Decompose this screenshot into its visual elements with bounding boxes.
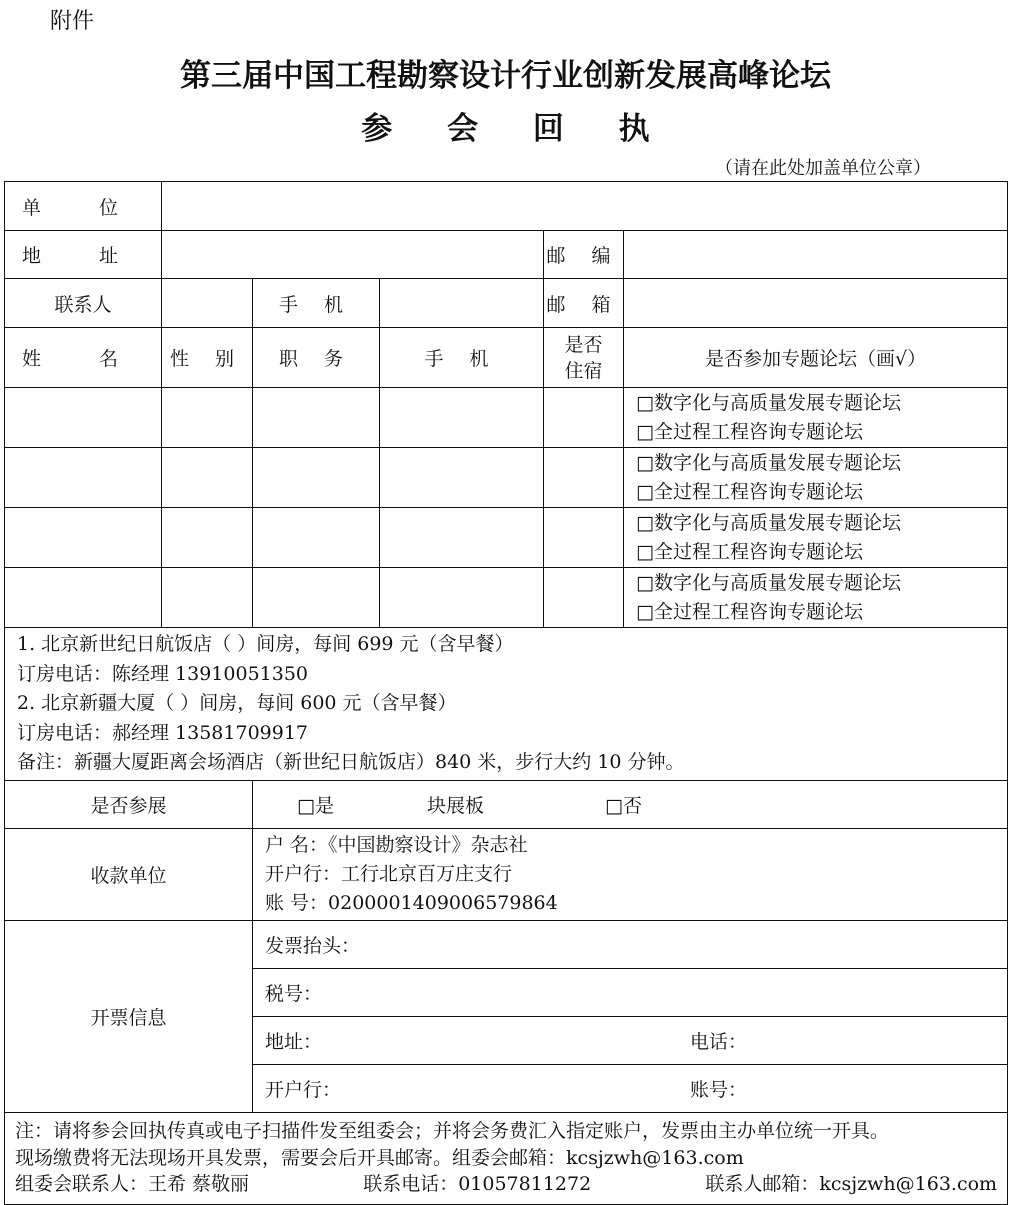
note-line-3 [15, 1171, 997, 1198]
annex-label: 附件 [50, 9, 95, 34]
forum-options [624, 448, 1008, 508]
exhibition-options [253, 780, 1008, 828]
contact-field[interactable] [162, 279, 253, 328]
address-label: 地 址 [5, 231, 162, 279]
hotel-line-4: 订房电话：郝经理 13581709917 [17, 721, 309, 744]
unit-field[interactable] [162, 182, 1008, 231]
forum-option-digital[interactable]: □数字化与高质量发展专题论坛 [636, 391, 901, 414]
forum-option-digital[interactable]: □数字化与高质量发展专题论坛 [636, 511, 901, 534]
postcode-label: 邮 编 [544, 231, 624, 279]
attendee-mobile-field[interactable] [380, 388, 544, 448]
attendee-lodging-field[interactable] [544, 388, 624, 448]
invoice-phone-field[interactable]: 电话： [690, 1030, 748, 1053]
attendee-gender-field[interactable] [162, 508, 253, 568]
invoice-bank-row [253, 1064, 1008, 1112]
registration-form [4, 181, 1008, 1205]
email-label: 邮 箱 [544, 279, 624, 328]
invoice-bank-field[interactable]: 开户行： [265, 1078, 342, 1101]
note-phone: 联系电话：01057811272 [363, 1173, 592, 1196]
attendee-row [5, 568, 1008, 628]
address-field[interactable] [162, 231, 544, 279]
forum-option-consulting[interactable]: □全过程工程咨询专题论坛 [636, 480, 863, 503]
attendee-gender-field[interactable] [162, 568, 253, 628]
invoice-header-field[interactable]: 发票抬头： [253, 920, 1008, 968]
attendee-gender-field[interactable] [162, 388, 253, 448]
invoice-tax-field[interactable]: 税号： [253, 968, 1008, 1016]
payee-account: 账 号：0200001409006579864 [265, 891, 558, 914]
col-mobile: 手 机 [380, 328, 544, 388]
forum-option-consulting[interactable]: □全过程工程咨询专题论坛 [636, 420, 863, 443]
col-position: 职 务 [253, 328, 380, 388]
contact-mobile-label: 手 机 [253, 279, 380, 328]
invoice-address-row [253, 1016, 1008, 1064]
exhibition-board-label: 块展板 [427, 794, 485, 817]
forum-option-consulting[interactable]: □全过程工程咨询专题论坛 [636, 540, 863, 563]
unit-label: 单 位 [5, 182, 162, 231]
attendee-position-field[interactable] [253, 448, 380, 508]
stamp-note: （请在此处加盖单位公章） [715, 158, 931, 179]
attendee-row [5, 448, 1008, 508]
exhibition-no-checkbox[interactable]: □否 [605, 794, 642, 817]
page-title: 第三届中国工程勘察设计行业创新发展高峰论坛 [180, 58, 831, 94]
hotel-line-3: 2. 北京新疆大厦（ ）间房，每间 600 元（含早餐） [17, 692, 457, 714]
forum-options [624, 508, 1008, 568]
note-line-1: 注：请将参会回执传真或电子扫描件发至组委会；并将会务费汇入指定账户，发票由主办单位统一开具。 [15, 1120, 890, 1143]
forum-option-digital[interactable]: □数字化与高质量发展专题论坛 [636, 451, 901, 474]
attendee-name-field[interactable] [5, 568, 162, 628]
attendee-gender-field[interactable] [162, 448, 253, 508]
note-line-2: 现场缴费将无法现场开具发票，需要会后开具邮寄。组委会邮箱：kcsjzwh@163.com [15, 1146, 744, 1169]
invoice-account-field[interactable]: 账号： [690, 1078, 748, 1101]
exhibition-label: 是否参展 [5, 780, 253, 828]
attendee-name-field[interactable] [5, 388, 162, 448]
note-block [5, 1112, 1008, 1204]
hotel-line-5: 备注：新疆大厦距离会场酒店（新世纪日航饭店）840 米，步行大约 10 分钟。 [17, 751, 685, 773]
contact-label: 联系人 [5, 279, 162, 328]
col-name: 姓 名 [5, 328, 162, 388]
forum-option-digital[interactable]: □数字化与高质量发展专题论坛 [636, 571, 901, 594]
invoice-address-field[interactable]: 地址： [265, 1030, 323, 1053]
attendee-position-field[interactable] [253, 388, 380, 448]
invoice-label: 开票信息 [5, 920, 253, 1112]
attendee-lodging-field[interactable] [544, 448, 624, 508]
note-contacts: 组委会联系人：王希 蔡敬丽 [15, 1173, 250, 1196]
col-lodging-line2: 住宿 [564, 359, 603, 382]
hotel-line-1: 1. 北京新世纪日航饭店（ ）间房，每间 699 元（含早餐） [17, 633, 514, 655]
forum-options [624, 388, 1008, 448]
forum-option-consulting[interactable]: □全过程工程咨询专题论坛 [636, 600, 863, 623]
exhibition-yes-checkbox[interactable]: □是 [297, 794, 334, 817]
attendee-row [5, 508, 1008, 568]
attendee-name-field[interactable] [5, 508, 162, 568]
payee-label: 收款单位 [5, 828, 253, 920]
payee-bank: 开户行：工行北京百万庄支行 [265, 862, 513, 885]
attendee-position-field[interactable] [253, 508, 380, 568]
attendee-lodging-field[interactable] [544, 568, 624, 628]
payee-name: 户 名：《中国勘察设计》杂志社 [265, 833, 528, 856]
col-forum: 是否参加专题论坛（画√） [624, 328, 1008, 388]
hotel-info [5, 628, 1008, 781]
postcode-field[interactable] [624, 231, 1008, 279]
payee-info [253, 828, 1008, 920]
attendee-lodging-field[interactable] [544, 508, 624, 568]
attendee-mobile-field[interactable] [380, 508, 544, 568]
forum-options [624, 568, 1008, 628]
page-subtitle: 参 会 回 执 [361, 111, 672, 147]
col-gender: 性 别 [162, 328, 253, 388]
email-field[interactable] [624, 279, 1008, 328]
attendee-mobile-field[interactable] [380, 448, 544, 508]
hotel-line-2: 订房电话：陈经理 13910051350 [17, 662, 309, 685]
contact-mobile-field[interactable] [380, 279, 544, 328]
attendee-position-field[interactable] [253, 568, 380, 628]
attendee-row [5, 388, 1008, 448]
attendee-name-field[interactable] [5, 448, 162, 508]
col-lodging [544, 328, 624, 388]
col-lodging-line1: 是否 [564, 333, 603, 356]
attendee-mobile-field[interactable] [380, 568, 544, 628]
note-email: 联系人邮箱：kcsjzwh@163.com [705, 1173, 998, 1196]
